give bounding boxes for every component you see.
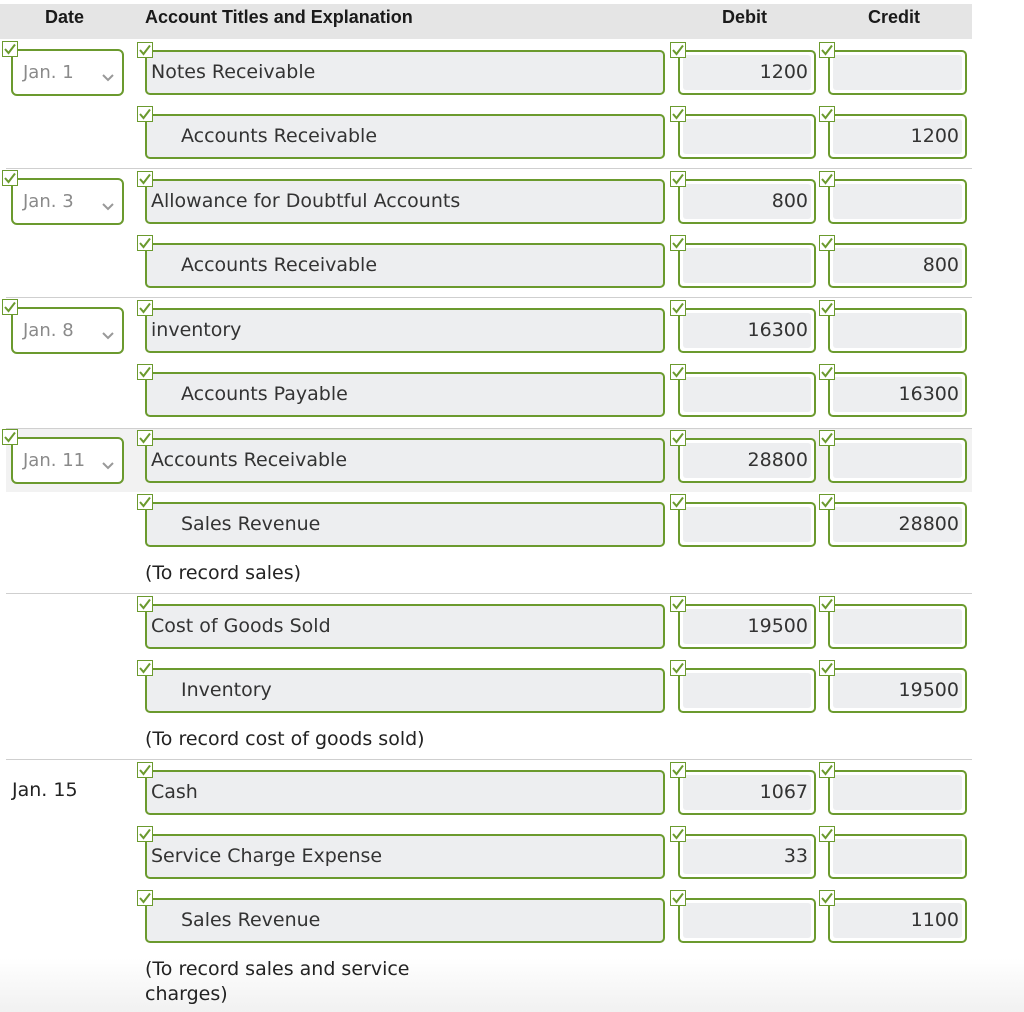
credit-value: 28800 <box>898 513 959 535</box>
checkmark-icon <box>2 41 18 57</box>
checkmark-icon <box>137 364 153 380</box>
credit-field[interactable] <box>828 372 967 417</box>
credit-field[interactable] <box>828 243 967 288</box>
account-title-text: inventory <box>151 319 242 341</box>
account-title-field[interactable] <box>145 438 665 483</box>
account-title-field[interactable] <box>145 308 665 353</box>
account-title-field[interactable] <box>145 770 665 815</box>
checkmark-icon <box>670 596 686 612</box>
entry-divider <box>6 297 972 298</box>
credit-value: 1200 <box>910 125 959 147</box>
checkmark-icon <box>670 235 686 251</box>
account-title-text: Accounts Receivable <box>181 125 378 147</box>
account-title-field[interactable] <box>145 668 665 713</box>
credit-field-inner <box>833 775 962 810</box>
entry-note: (To record cost of goods sold) <box>145 728 425 750</box>
date-select[interactable] <box>11 178 124 225</box>
checkmark-icon <box>819 106 835 122</box>
credit-field-inner <box>833 609 962 644</box>
checkmark-icon <box>137 494 153 510</box>
credit-field[interactable] <box>828 179 967 224</box>
entry-note: (To record sales) <box>145 562 302 584</box>
checkmark-icon <box>137 300 153 316</box>
date-label: Jan. 15 <box>12 779 78 801</box>
debit-field[interactable] <box>678 898 816 943</box>
date-select-value: Jan. 11 <box>23 450 86 471</box>
checkmark-icon <box>819 890 835 906</box>
entry-divider <box>6 168 972 169</box>
checkmark-icon <box>819 762 835 778</box>
checkmark-icon <box>670 494 686 510</box>
account-title-field[interactable] <box>145 179 665 224</box>
debit-value: 800 <box>771 190 808 212</box>
debit-field[interactable] <box>678 372 816 417</box>
account-title-text: Notes Receivable <box>151 61 316 83</box>
chevron-down-icon <box>102 325 114 344</box>
debit-field[interactable] <box>678 438 816 483</box>
checkmark-icon <box>670 42 686 58</box>
entry-divider <box>6 593 972 594</box>
checkmark-icon <box>819 235 835 251</box>
account-title-field[interactable] <box>145 502 665 547</box>
debit-field-inner <box>683 248 811 283</box>
checkmark-icon <box>819 171 835 187</box>
account-title-text: Accounts Receivable <box>151 449 348 471</box>
account-title-field[interactable] <box>145 50 665 95</box>
debit-field[interactable] <box>678 668 816 713</box>
checkmark-icon <box>137 826 153 842</box>
account-title-text: Cash <box>151 781 198 803</box>
chevron-down-icon <box>102 455 114 474</box>
credit-value: 19500 <box>898 679 959 701</box>
debit-field[interactable] <box>678 308 816 353</box>
checkmark-icon <box>819 300 835 316</box>
debit-field[interactable] <box>678 179 816 224</box>
debit-field[interactable] <box>678 604 816 649</box>
credit-header: Credit <box>868 7 921 27</box>
account-title-field[interactable] <box>145 243 665 288</box>
debit-value: 28800 <box>747 449 808 471</box>
credit-field-inner <box>833 839 962 874</box>
date-select[interactable] <box>11 437 124 484</box>
debit-field[interactable] <box>678 114 816 159</box>
date-select-value: Jan. 3 <box>23 191 74 212</box>
date-select[interactable] <box>11 307 124 354</box>
account-title-field[interactable] <box>145 834 665 879</box>
account-title-field[interactable] <box>145 372 665 417</box>
account-title-text: Accounts Payable <box>181 383 348 405</box>
chevron-down-icon <box>102 67 114 86</box>
debit-field[interactable] <box>678 50 816 95</box>
credit-field[interactable] <box>828 50 967 95</box>
date-header: Date <box>45 7 85 27</box>
checkmark-icon <box>2 429 18 445</box>
credit-value: 1100 <box>910 909 959 931</box>
credit-field[interactable] <box>828 438 967 483</box>
credit-field[interactable] <box>828 604 967 649</box>
account-title-text: Allowance for Doubtful Accounts <box>151 190 461 212</box>
checkmark-icon <box>819 660 835 676</box>
credit-field[interactable] <box>828 834 967 879</box>
checkmark-icon <box>670 364 686 380</box>
checkmark-icon <box>137 235 153 251</box>
credit-value: 16300 <box>898 383 959 405</box>
account-title-text: Accounts Receivable <box>181 254 378 276</box>
debit-field[interactable] <box>678 243 816 288</box>
debit-field-inner <box>683 507 811 542</box>
debit-field[interactable] <box>678 770 816 815</box>
checkmark-icon <box>670 660 686 676</box>
credit-field[interactable] <box>828 502 967 547</box>
credit-field-inner <box>833 184 962 219</box>
checkmark-icon <box>670 890 686 906</box>
credit-value: 800 <box>922 254 959 276</box>
checkmark-icon <box>137 42 153 58</box>
account-title-text: Sales Revenue <box>181 513 321 535</box>
checkmark-icon <box>819 596 835 612</box>
checkmark-icon <box>137 890 153 906</box>
entry-note: (To record sales and service charges) <box>145 958 410 1005</box>
account-title-text: Service Charge Expense <box>151 845 383 867</box>
checkmark-icon <box>137 171 153 187</box>
account-title-text: Cost of Goods Sold <box>151 615 331 637</box>
checkmark-icon <box>2 299 18 315</box>
checkmark-icon <box>137 596 153 612</box>
checkmark-icon <box>819 42 835 58</box>
entry-divider <box>6 428 972 429</box>
checkmark-icon <box>137 430 153 446</box>
checkmark-icon <box>819 430 835 446</box>
checkmark-icon <box>137 106 153 122</box>
credit-field-inner <box>833 55 962 90</box>
checkmark-icon <box>2 170 18 186</box>
account-title-field[interactable] <box>145 114 665 159</box>
date-select-value: Jan. 8 <box>23 320 74 341</box>
debit-field-inner <box>683 903 811 938</box>
credit-field[interactable] <box>828 668 967 713</box>
checkmark-icon <box>137 660 153 676</box>
entry-divider <box>6 759 972 760</box>
debit-value: 1200 <box>759 61 808 83</box>
checkmark-icon <box>670 171 686 187</box>
credit-field[interactable] <box>828 898 967 943</box>
credit-field[interactable] <box>828 114 967 159</box>
credit-field[interactable] <box>828 308 967 353</box>
account-title-text: Inventory <box>181 679 272 701</box>
date-select[interactable] <box>11 49 124 96</box>
checkmark-icon <box>670 430 686 446</box>
debit-value: 1067 <box>759 781 808 803</box>
checkmark-icon <box>670 300 686 316</box>
checkmark-icon <box>819 494 835 510</box>
credit-field-inner <box>833 313 962 348</box>
account-title-field[interactable] <box>145 604 665 649</box>
checkmark-icon <box>670 826 686 842</box>
account-title-text: Sales Revenue <box>181 909 321 931</box>
credit-field-inner <box>833 443 962 478</box>
chevron-down-icon <box>102 196 114 215</box>
debit-field-inner <box>683 673 811 708</box>
account-title-field[interactable] <box>145 898 665 943</box>
credit-field[interactable] <box>828 770 967 815</box>
checkmark-icon <box>670 762 686 778</box>
debit-header: Debit <box>722 7 767 27</box>
checkmark-icon <box>670 106 686 122</box>
checkmark-icon <box>819 826 835 842</box>
debit-value: 19500 <box>747 615 808 637</box>
debit-value: 33 <box>783 845 808 867</box>
debit-field[interactable] <box>678 834 816 879</box>
debit-field[interactable] <box>678 502 816 547</box>
debit-field-inner <box>683 377 811 412</box>
debit-field-inner <box>683 119 811 154</box>
checkmark-icon <box>819 364 835 380</box>
checkmark-icon <box>137 762 153 778</box>
debit-value: 16300 <box>747 319 808 341</box>
account-header: Account Titles and Explanation <box>145 7 413 27</box>
date-select-value: Jan. 1 <box>23 62 74 83</box>
